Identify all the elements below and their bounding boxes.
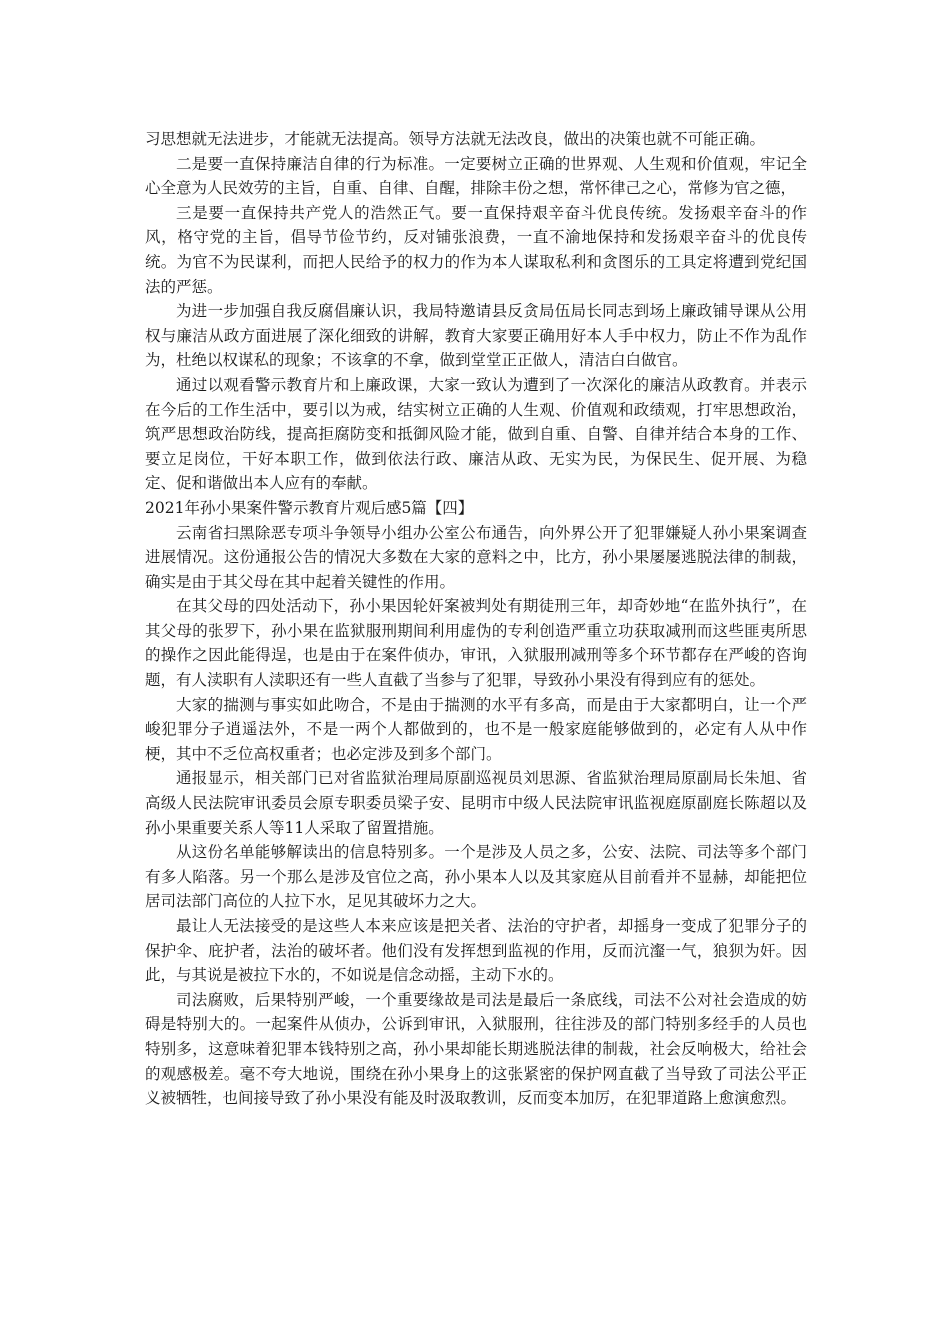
paragraph: 通报显示，相关部门已对省监狱治理局原副巡视员刘思源、省监狱治理局原副局长朱旭、省高级人民法院审讯委员会原专职委员梁子安、昆明市中级人民法院审讯监视庭原副庭长陈超以及孙小果重要关系人等11人采取了留置措施。 xyxy=(145,769,807,837)
paragraph: 云南省扫黑除恶专项斗争领导小组办公室公布通告，向外界公开了犯罪嫌疑人孙小果案调查进展情况。这份通报公告的情况大多数在大家的意料之中，比方，孙小果屡屡逃脱法律的制裁，确实是由于其父母在其中起着关键性的作用。 xyxy=(145,523,807,591)
section-title: 2021年孙小果案件警示教育片观后感5篇【四】 xyxy=(145,498,474,517)
document-body xyxy=(145,127,807,1111)
paragraph: 最让人无法接受的是这些人本来应该是把关者、法治的守护者，却摇身一变成了犯罪分子的保护伞、庇护者，法治的破坏者。他们没有发挥想到监视的作用，反而沆瀣一气，狼狈为奸。因此，与其说是被拉下水的，不如说是信念动摇，主动下水的。 xyxy=(145,917,807,985)
paragraph: 三是要一直保持共产党人的浩然正气。要一直保持艰辛奋斗优良传统。发扬艰辛奋斗的作风，格守党的主旨，倡导节俭节约，反对铺张浪费，一直不渝地保持和发扬艰辛奋斗的优良传统。为官不为民谋利，而把人民给予的权力的作为本人谋取私利和贪图乐的工具定将遭到党纪国法的严惩。 xyxy=(145,203,807,296)
paragraph: 司法腐败，后果特别严峻，一个重要缘故是司法是最后一条底线，司法不公对社会造成的妨碍是特别大的。一起案件从侦办，公诉到审讯，入狱服刑，往往涉及的部门特别多经手的人员也特别多，这意味着犯罪本钱特别之高，孙小果却能长期逃脱法律的制裁，社会反响极大，给社会的观感极差。毫不夸大地说，围绕在孙小果身上的这张紧密的保护网直截了当导致了司法公平正义被牺牲，也间接导致了孙小果没有能及时汲取教训，反而变本加厉，在犯罪道路上愈演愈烈。 xyxy=(145,990,807,1108)
paragraph: 二是要一直保持廉洁自律的行为标准。一定要树立正确的世界观、人生观和价值观，牢记全心全意为人民效劳的主旨，自重、自律、自醒，排除丰份之想，常怀律己之心，常修为官之德， xyxy=(145,154,807,198)
paragraph: 习思想就无法进步，才能就无法提高。领导方法就无法改良，做出的决策也就不可能正确。 xyxy=(145,130,766,148)
paragraph: 在其父母的四处活动下，孙小果因轮奸案被判处有期徒刑三年，却奇妙地“在监外执行”，在其父母的张罗下，孙小果在监狱服刑期间利用虚伪的专利创造严重立功获取减刑而这些匪夷所思的操作之因此能得逞，也是由于在案件侦办，审讯，入狱服刑减刑等多个环节都存在严峻的咨询题，有人渎职有人渎职还有一些人直截了当参与了犯罪，导致孙小果没有得到应有的惩处。 xyxy=(145,597,807,690)
paragraph: 通过以观看警示教育片和上廉政课，大家一致认为遭到了一次深化的廉洁从政教育。并表示在今后的工作生活中，要引以为戒，结实树立正确的人生观、价值观和政绩观，打牢思想政治，筑严思想政治防线，提高拒腐防变和抵御风险才能，做到自重、自警、自律并结合本身的工作、要立足岗位，干好本职工作，做到依法行政、廉洁从政、无实为民，为保民生、促开展、为稳定、促和谐做出本人应有的奉献。 xyxy=(145,375,807,493)
paragraph: 为进一步加强自我反腐倡廉认识，我局特邀请县反贪局伍局长同志到场上廉政铺导课从公用权与廉洁从政方面进展了深化细致的讲解，教育大家要正确用好本人手中权力，防止不作为乱作为，杜绝以权谋私的现象；不该拿的不拿，做到堂堂正正做人，清洁白白做官。 xyxy=(145,302,807,370)
paragraph: 从这份名单能够解读出的信息特别多。一个是涉及人员之多，公安、法院、司法等多个部门有多人陷落。另一个那么是涉及官位之高，孙小果本人以及其家庭从目前看并不显赫，却能把位居司法部门高位的人拉下水，足见其破坏力之大。 xyxy=(145,843,807,911)
paragraph: 大家的揣测与事实如此吻合，不是由于揣测的水平有多高，而是由于大家都明白，让一个严峻犯罪分子逍遥法外，不是一两个人都做到的，也不是一般家庭能够做到的，必定有人从中作梗，其中不乏位高权重者；也必定涉及到多个部门。 xyxy=(145,695,807,763)
